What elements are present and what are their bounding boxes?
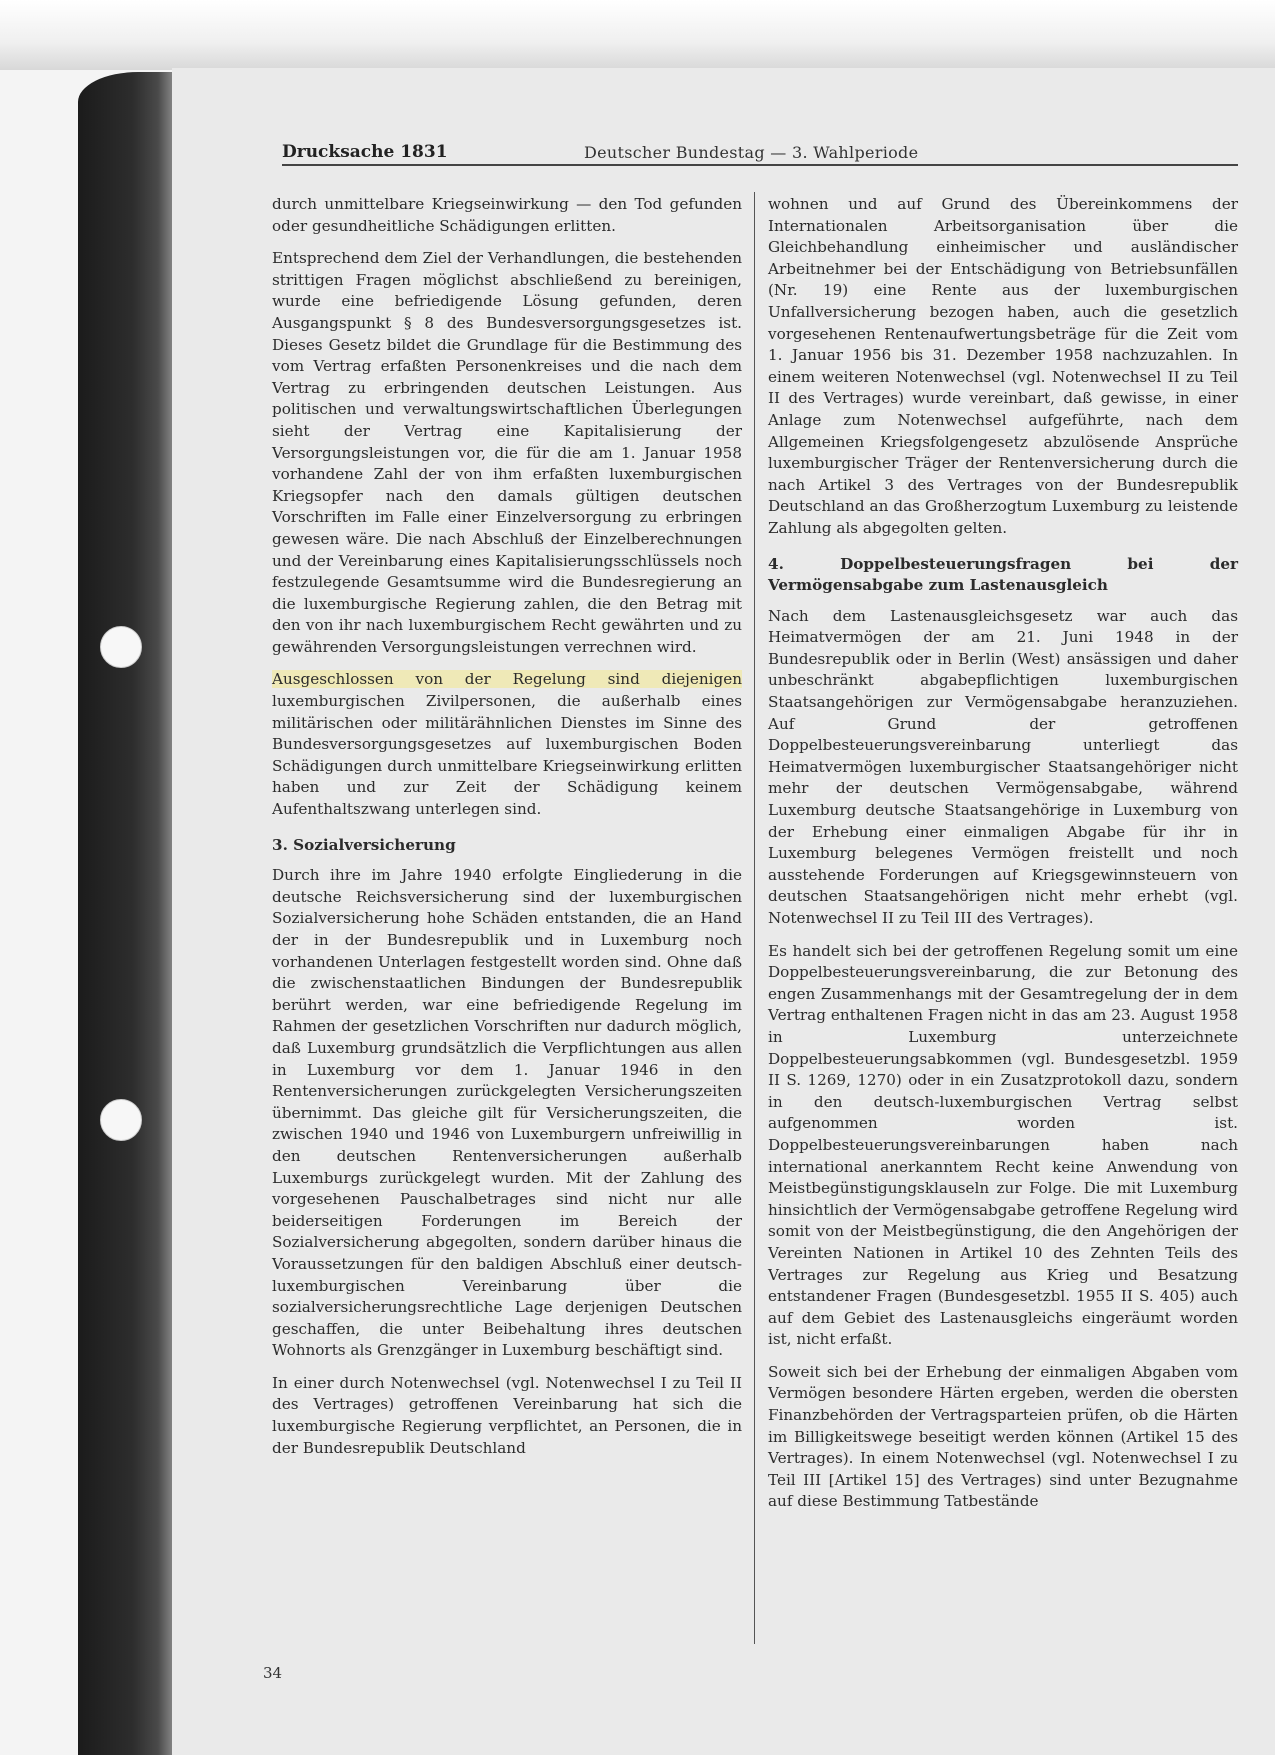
paragraph: Soweit sich bei der Erhebung der einmaligen Abgaben vom Vermögen besondere Härten ergeben, werden die obersten Finanzbehörden der Vertragsparteien prüfen, ob die Härten im Billigkeitswege beseitigt werden können (Artikel 15 des Vertrages). In einem Notenwechsel (vgl. Notenwechsel I zu Teil III [Artikel 15] des Vertrages) sind unter Bezugnahme auf diese Bestimmung Tatbestände	[768, 1362, 1238, 1511]
paragraph: Es handelt sich bei der getroffenen Regelung somit um eine Doppelbesteuerungsvereinbarung, die zur Betonung des engen Zusammenhangs mit der Gesamtregelung der in dem Vertrag enthaltenen Fragen nicht in das am 23. August 1958 in Luxemburg unterzeichnete Doppelbesteuerungsabkommen (vgl. Bundesgesetzbl. 1959 II S. 1269, 1270) oder in ein Zusatzprotokoll dazu, sondern in den deutsch-luxemburgischen Vertrag selbst aufgenommen worden ist. Doppelbesteuerungsvereinbarungen haben nach international anerkanntem Recht keine Anwendung von Meistbegünstigungsklauseln zur Folge. Die mit Luxemburg hinsichtlich der Vermögensabgabe getroffene Regelung wird somit von der Meistbegünstigung, die den Angehörigen der Vereinten Nationen in Artikel 10 des Zehnten Teils des Vertrages zur Regelung aus Krieg und Besatzung entstandener Fragen (Bundesgesetzbl. 1955 II S. 405) auch auf dem Gebiet des Lastenausgleichs eingeräumt worden ist, nicht erfaßt.	[768, 941, 1238, 1349]
paragraph-text: luxemburgischen Zivilpersonen, die außerhalb eines militärischen oder militärähnlichen Dienstes im Sinne des Bundesversorgungsgesetzes auf luxemburgischen Boden Schädigungen durch unmittelbare Kriegseinwirkung erlitten haben und zur Zeit der Schädigung keinem Aufenthaltszwang unterlegen sind.	[272, 692, 742, 819]
punch-hole	[100, 626, 142, 668]
paragraph: Entsprechend dem Ziel der Verhandlungen, die bestehenden strittigen Fragen möglichst abschließend zu bereinigen, wurde eine befriedigende Lösung gefunden, deren Ausgangspunkt § 8 des Bundesversorgungsgesetzes ist. Dieses Gesetz bildet die Grundlage für die Bestimmung des vom Vertrag erfaßten Personenkreises und die nach dem Vertrag zu erbringenden deutschen Leistungen. Aus politischen und verwaltungswirtschaftlichen Überlegungen sieht der Vertrag eine Kapitalisierung der Versorgungsleistungen vor, die für die am 1. Januar 1958 vorhandene Zahl der von ihm erfaßten luxemburgischen Kriegsopfer nach den damals gültigen deutschen Vorschriften im Falle einer Einzelversorgung zu erbringen gewesen wäre. Die nach Abschluß der Einzelberechnungen und der Vereinbarung eines Kapitalisierungsschlüssels noch festzulegende Gesamtsumme wird die Bundesregierung an die luxemburgische Regierung zahlen, die den Betrag mit den von ihr nach luxemburgischem Recht gewährten und zu gewährenden Versorgungsleistungen verrechnen wird.	[272, 249, 742, 656]
paragraph: durch unmittelbare Kriegseinwirkung — den Tod gefunden oder gesundheitliche Schädigungen erlitten.	[272, 195, 742, 235]
section-heading: 4. Doppelbesteuerungsfragen bei der Vermögensabgabe zum Lastenausgleich	[768, 554, 1238, 595]
highlighted-text: Ausgeschlossen von der Regelung sind diejenigen	[272, 670, 742, 689]
scan-background	[0, 0, 1275, 70]
paragraph	[272, 669, 742, 820]
scan-dark-edge	[78, 72, 178, 1755]
paragraph: wohnen und auf Grund des Übereinkommens der Internationalen Arbeitsorganisation über die Gleichbehandlung einheimischer und ausländischer Arbeitnehmer bei der Entschädigung von Betriebsunfällen (Nr. 19) eine Rente aus der luxemburgischen Unfallversicherung bezogen haben, auch die gesetzlich vorgesehenen Rentenaufwertungsbeträge für die Zeit vom 1. Januar 1956 bis 31. Dezember 1958 nachzuzahlen. In einem weiteren Notenwechsel (vgl. Notenwechsel II zu Teil II des Vertrages) wurde vereinbart, daß gewisse, in einer Anlage zum Notenwechsel aufgeführte, nach dem Allgemeinen Kriegsfolgengesetz abzulösende Ansprüche luxemburgischer Träger der Rentenversicherung durch die nach Artikel 3 des Vertrages von der Bundesrepublik Deutschland an das Großherzogtum Luxemburg zu leistende Zahlung als abgegolten gelten.	[768, 195, 1238, 537]
section-heading: 3. Sozialversicherung	[272, 835, 456, 854]
left-column	[272, 194, 742, 1470]
page-number: 34	[263, 1664, 283, 1682]
page-header	[282, 132, 1238, 166]
punch-hole	[100, 1099, 142, 1141]
column-divider	[754, 192, 755, 1644]
publication-title: Deutscher Bundestag — 3. Wahlperiode	[584, 143, 919, 162]
paragraph: Nach dem Lastenausgleichsgesetz war auch das Heimatvermögen der am 21. Juni 1948 in der Bundesrepublik oder in Berlin (West) ansässigen und daher unbeschränkt abgabepflichtigen luxemburgischen Staatsangehörigen zur Vermögensabgabe heranzuziehen. Auf Grund der getroffenen Doppelbesteuerungsvereinbarung unterliegt das Heimatvermögen luxemburgischer Staatsangehöriger nicht mehr der deutschen Vermögensabgabe, während Luxemburg deutsche Staatsangehörige in Luxemburg von der Erhebung einer einmaligen Abgabe für ihr in Luxemburg belegenes Vermögen freistellt und noch ausstehende Forderungen auf Kriegsgewinnsteuern von deutschen Staatsangehörigen nicht mehr erhebt (vgl. Notenwechsel II zu Teil III des Vertrages).	[768, 606, 1238, 927]
right-column	[768, 194, 1238, 1524]
paragraph: Durch ihre im Jahre 1940 erfolgte Eingliederung in die deutsche Reichsversicherung sind der luxemburgischen Sozialversicherung hohe Schäden entstanden, die an Hand der in der Bundesrepublik und in Luxemburg noch vorhandenen Unterlagen festgestellt worden sind. Ohne daß die zwischenstaatlichen Bindungen der Bundesrepublik berührt werden, war eine befriedigende Regelung im Rahmen der gesetzlichen Vorschriften nur dadurch möglich, daß Luxemburg grundsätzlich die Verpflichtungen aus allen in Luxemburg vor dem 1. Januar 1946 in den Rentenversicherungen zurückgelegten Versicherungszeiten übernimmt. Das gleiche gilt für Versicherungszeiten, die zwischen 1940 und 1946 von Luxemburgern unfreiwillig in den deutschen Rentenversicherungen außerhalb Luxemburgs zurückgelegt wurden. Mit der Zahlung des vorgesehenen Pauschalbetrages sind nicht nur alle beiderseitigen Forderungen im Bereich der Sozialversicherung abgegolten, sondern darüber hinaus die Voraussetzungen für den baldigen Abschluß einer deutsch-luxemburgischen Vereinbarung über die sozialversicherungsrechtliche Lage derjenigen Deutschen geschaffen, die unter Beibehaltung ihres deutschen Wohnorts als Grenzgänger in Luxemburg beschäftigt sind.	[272, 866, 742, 1360]
document-number: Drucksache 1831	[282, 142, 448, 162]
paragraph: In einer durch Notenwechsel (vgl. Notenwechsel I zu Teil II des Vertrages) getroffenen Vereinbarung hat sich die luxemburgische Regierung verpflichtet, an Personen, die in der Bundesrepublik Deutschland	[272, 1373, 742, 1457]
